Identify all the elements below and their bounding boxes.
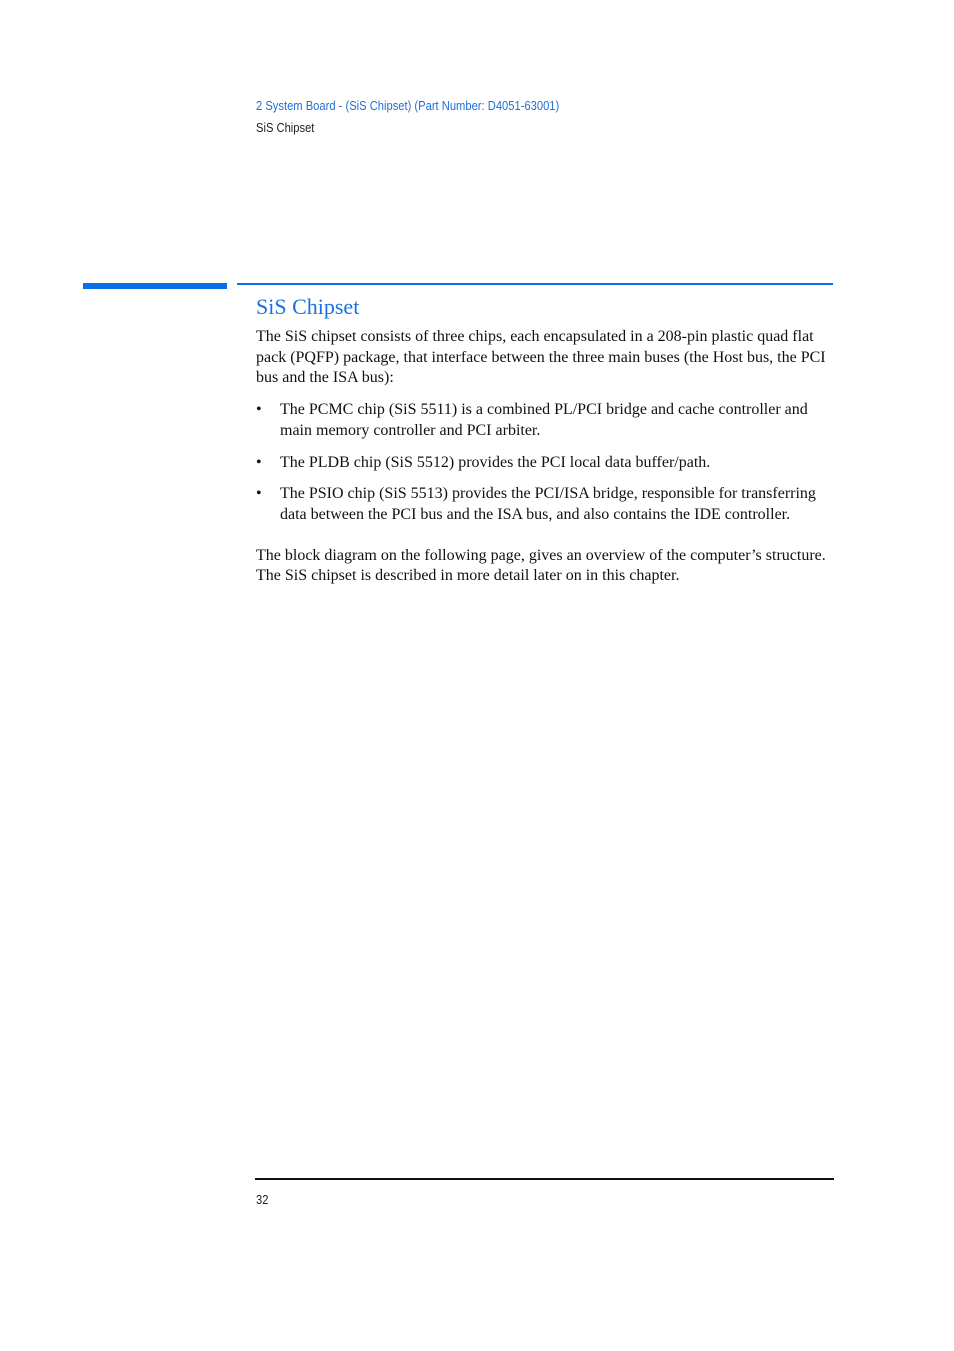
list-item bbox=[256, 453, 836, 474]
section-title: SiS Chipset bbox=[256, 294, 360, 319]
running-header bbox=[256, 95, 559, 139]
page-number: 32 bbox=[256, 1192, 269, 1207]
chip-list bbox=[256, 400, 836, 526]
intro-paragraph: The SiS chipset consists of three chips, each encapsulated in a 208-pin plastic quad flat pack (PQFP) package, that interface between the three main buses (the Host bus, the PCI bus and the ISA bus): bbox=[256, 328, 826, 387]
heading-rule bbox=[237, 283, 833, 285]
section-content bbox=[256, 292, 836, 587]
list-item bbox=[256, 484, 836, 525]
bullet-icon: • bbox=[256, 401, 262, 419]
bullet-icon: • bbox=[256, 453, 262, 471]
list-item-text: The PLDB chip (SiS 5512) provides the PCI local data buffer/path. bbox=[280, 453, 711, 471]
section-header-line: SiS Chipset bbox=[256, 120, 315, 135]
footer-rule bbox=[255, 1178, 834, 1180]
list-item bbox=[256, 400, 836, 441]
list-item-text: The PSIO chip (SiS 5513) provides the PCI/ISA bridge, responsible for transferring data between the PCI bus and the ISA bus, and also contains the IDE controller. bbox=[280, 485, 816, 523]
heading-rule-accent bbox=[83, 283, 227, 289]
bullet-icon: • bbox=[256, 485, 262, 503]
list-item-text: The PCMC chip (SiS 5511) is a combined PL/PCI bridge and cache controller and main memory controller and PCI arbiter. bbox=[280, 401, 808, 439]
closing-paragraph: The block diagram on the following page, gives an overview of the computer’s structure. The SiS chipset is described in more detail later on in this chapter. bbox=[256, 546, 826, 585]
chapter-header-line: 2 System Board - (SiS Chipset) (Part Number: D4051-63001) bbox=[256, 98, 560, 113]
